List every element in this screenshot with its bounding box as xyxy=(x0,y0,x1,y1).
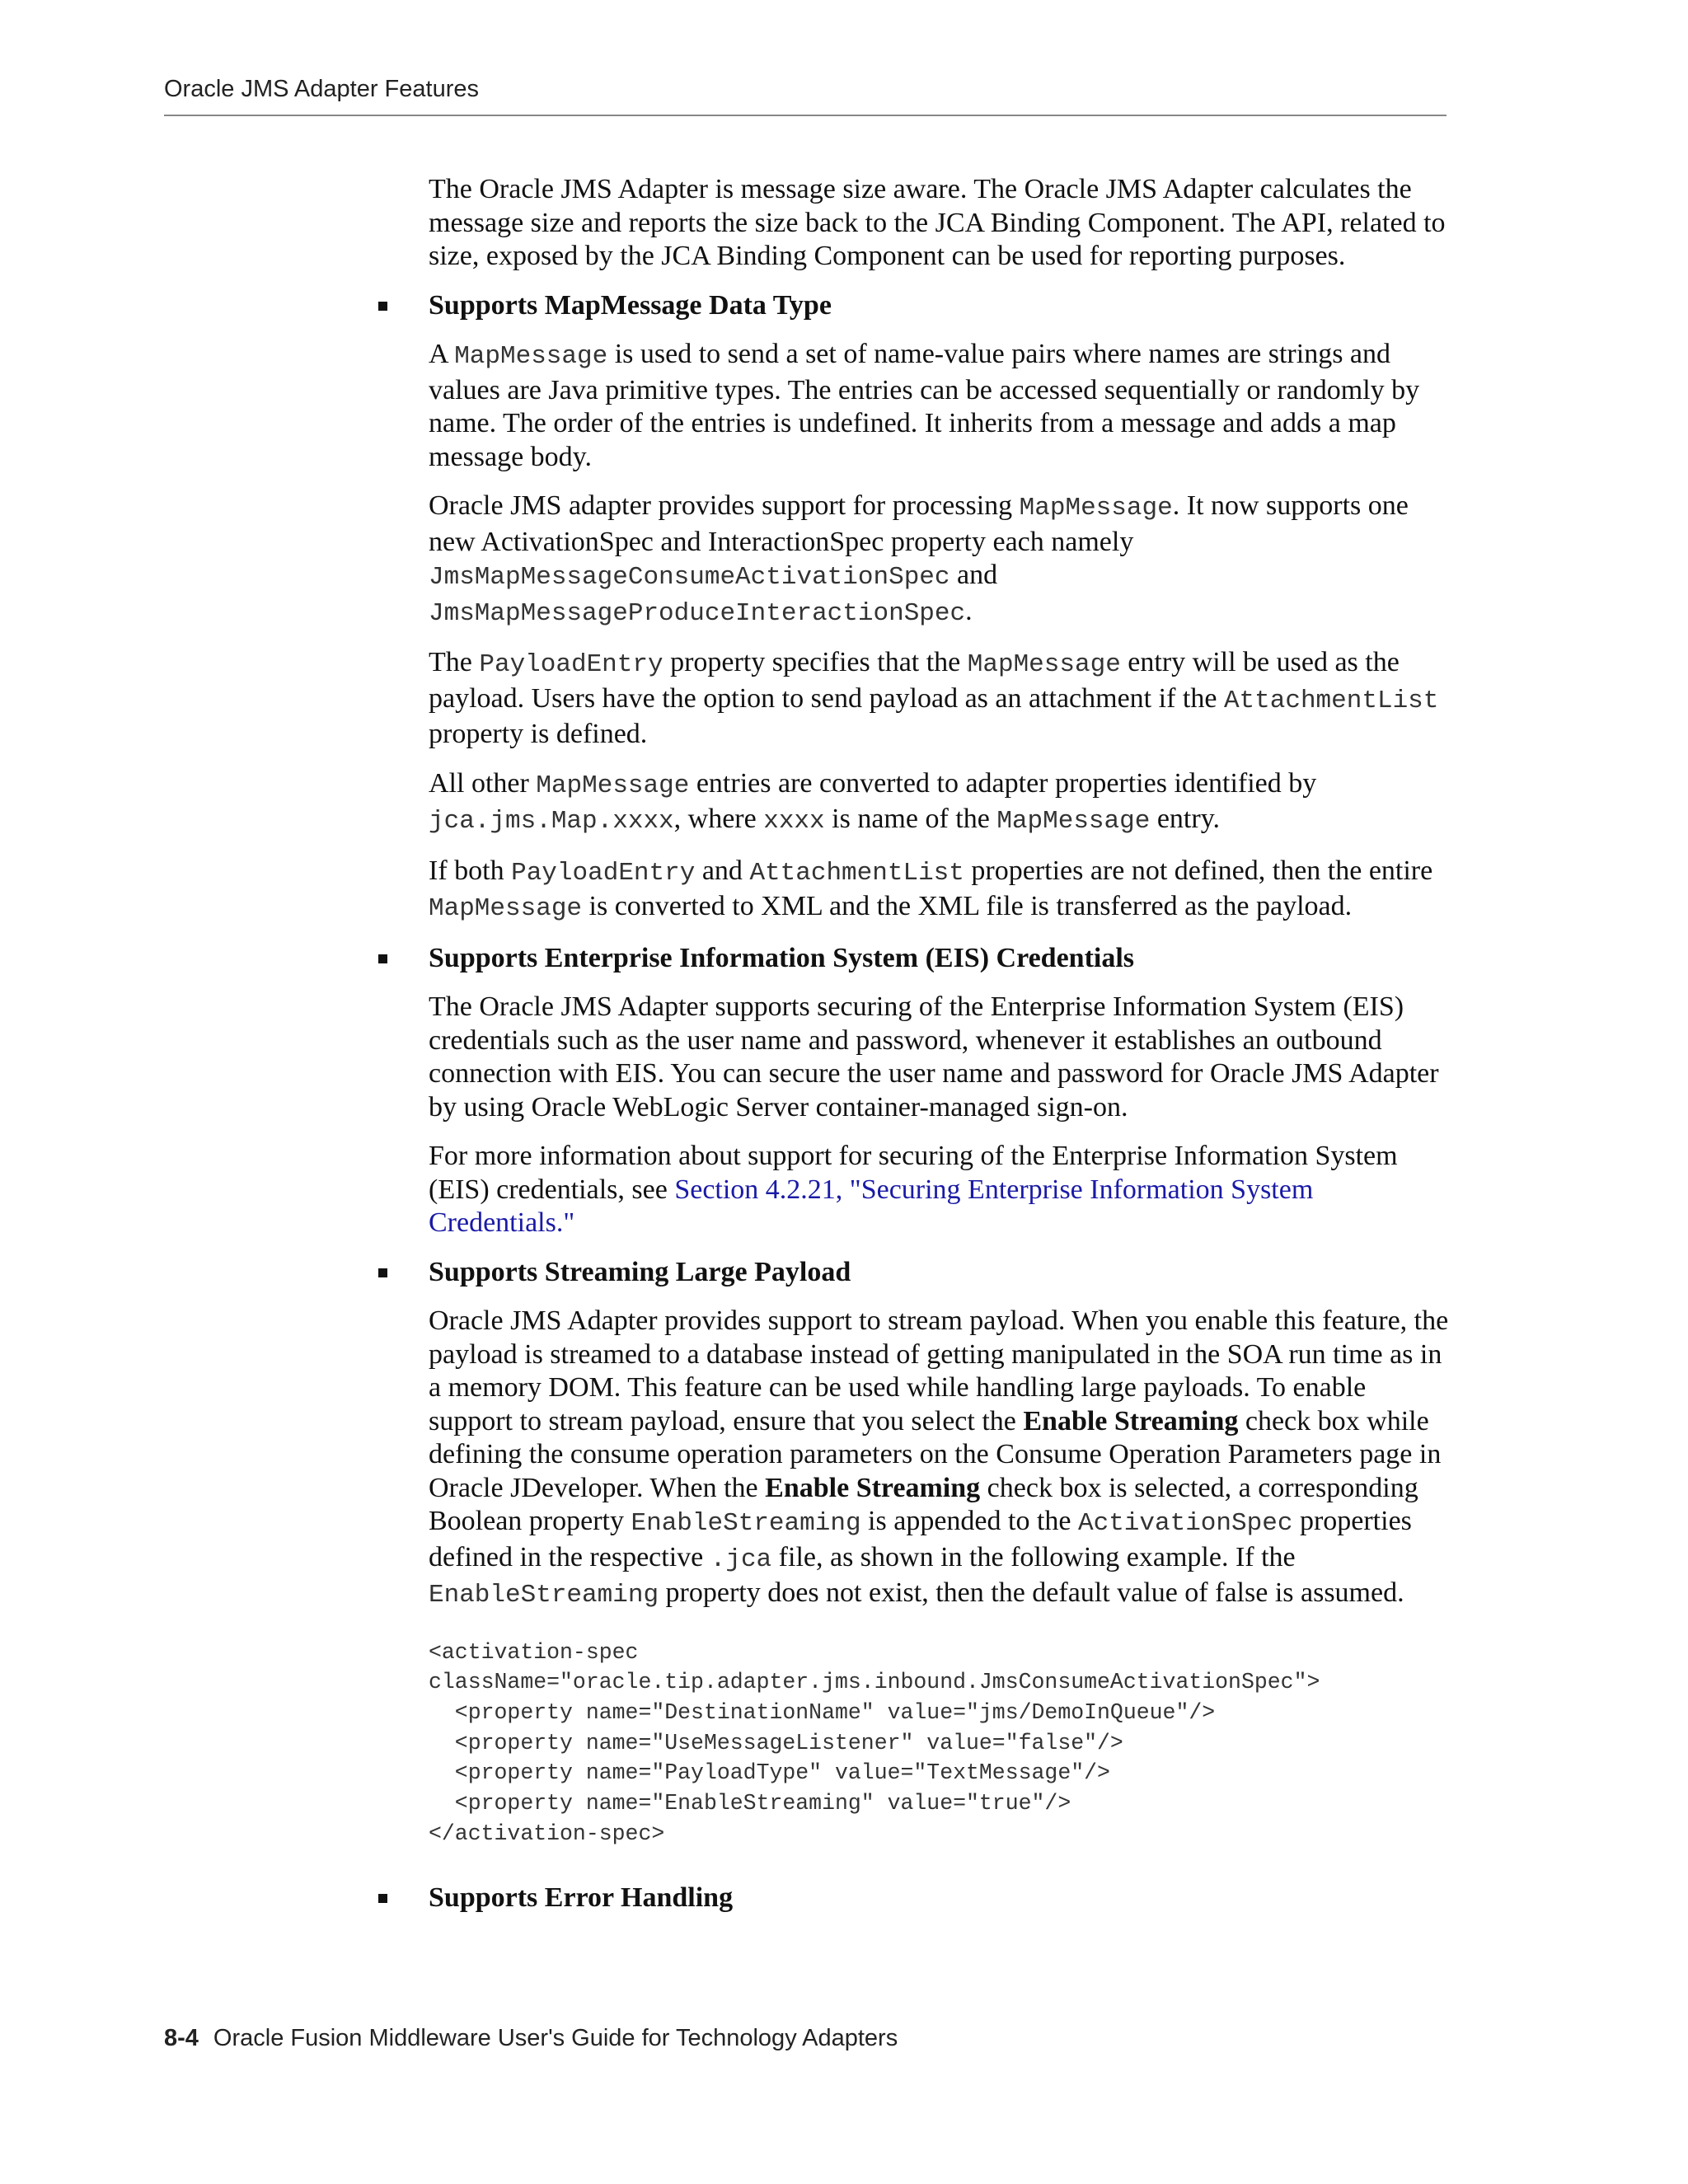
code-term: xxxx xyxy=(763,807,825,836)
mapmessage-paragraph-4 xyxy=(429,767,1451,839)
streaming-paragraph xyxy=(429,1305,1451,1613)
code-line: <property name="EnableStreaming" value="true"/> xyxy=(429,1791,1071,1816)
text-run: check box is selected, a corresponding Boolean property xyxy=(429,1472,1418,1536)
text-run: For more information about support for securing of the Enterprise Information System (EIS) credentials, see xyxy=(429,1141,1398,1205)
text-run: properties are not defined, then the entire xyxy=(964,855,1433,886)
code-example xyxy=(429,1638,1451,1849)
text-run: is appended to the xyxy=(860,1506,1078,1536)
text-run: A xyxy=(429,339,455,369)
text-run: and xyxy=(950,560,998,590)
code-term: AttachmentList xyxy=(1223,686,1439,715)
code-term: MapMessage xyxy=(967,650,1121,679)
text-run: All other xyxy=(429,767,537,799)
text-run: entries are converted to adapter properties identified by xyxy=(689,767,1317,799)
bullet-heading: Supports Error Handling xyxy=(429,1882,734,1914)
text-run: entry will be used as the payload. Users have the option to send payload as an attachment if the xyxy=(429,647,1400,714)
text-run: property is defined. xyxy=(429,719,648,749)
page-number: 8-4 xyxy=(164,2025,199,2051)
page-body xyxy=(429,173,1451,1931)
code-term: MapMessage xyxy=(454,342,608,371)
code-line: <activation-spec xyxy=(429,1639,639,1665)
code-line: <property name="PayloadType" value="TextMessage"/> xyxy=(429,1760,1110,1786)
code-term: MapMessage xyxy=(996,807,1151,836)
text-run: , where xyxy=(673,804,764,834)
page-footer xyxy=(164,2025,898,2052)
text-run: . It now supports one new ActivationSpec and InteractionSpec property each namely xyxy=(429,490,1409,557)
text-run: property does not exist, then the default value of false is assumed. xyxy=(659,1577,1404,1608)
code-term: jca.jms.Map.xxxx xyxy=(429,807,674,836)
mapmessage-paragraph-5 xyxy=(429,855,1451,926)
text-run: properties defined in the respective xyxy=(429,1506,1412,1572)
text-run: is used to send a set of name-value pairs where names are strings and values are Java primitive types. The entries can be accessed sequentially or randomly by name. The order of the entries is undefined. It inherits from a message and adds a map message body. xyxy=(429,339,1420,472)
bullet-heading: Supports MapMessage Data Type xyxy=(429,289,832,321)
bullet-eis-credentials xyxy=(429,942,1451,976)
code-term: MapMessage xyxy=(536,771,690,800)
running-header: Oracle JMS Adapter Features xyxy=(164,76,479,102)
code-term: EnableStreaming xyxy=(429,1581,659,1610)
text-run: Oracle JMS Adapter provides support to stream payload. When you enable this feature, the payload is streamed to a database instead of getting manipulated in the SOA run time as in a memory DOM. This feature can be used while handling large payloads. To enable support to stream payload, ensure that you select the xyxy=(429,1305,1449,1436)
code-term: PayloadEntry xyxy=(511,858,696,888)
bullet-mapmessage xyxy=(429,289,1451,323)
text-run: If both xyxy=(429,855,512,886)
text-run: is name of the xyxy=(824,804,997,834)
bullet-square-icon xyxy=(378,1894,387,1903)
code-term: JmsMapMessageConsumeActivationSpec xyxy=(429,563,950,592)
mapmessage-paragraph-3 xyxy=(429,646,1451,752)
book-title: Oracle Fusion Middleware User's Guide for Technology Adapters xyxy=(213,2025,898,2051)
bullet-square-icon xyxy=(378,1268,387,1277)
text-run: The xyxy=(429,647,480,677)
bullet-heading: Supports Enterprise Information System (EIS) Credentials xyxy=(429,942,1135,973)
eis-paragraph-1: The Oracle JMS Adapter supports securing of the Enterprise Information System (EIS) credentials such as the user name and password, whenever it establishes an outbound connection with EIS. You can secure the user name and password for Oracle JMS Adapter by using Oracle WebLogic Server container-managed sign-on. xyxy=(429,991,1439,1122)
text-run: and xyxy=(695,855,750,886)
text-run: file, as shown in the following example. If the xyxy=(771,1541,1296,1572)
bullet-heading: Supports Streaming Large Payload xyxy=(429,1256,851,1287)
eis-paragraph-2 xyxy=(429,1140,1451,1240)
ui-term: Enable Streaming xyxy=(1023,1405,1239,1436)
bullet-streaming xyxy=(429,1256,1451,1290)
text-run: entry. xyxy=(1150,804,1220,834)
bullet-square-icon xyxy=(378,954,387,963)
text-run: check box while defining the consume operation parameters on the Consume Operation Parameters page in Oracle JDeveloper. When the xyxy=(429,1405,1442,1503)
header-divider xyxy=(164,115,1447,116)
code-term: MapMessage xyxy=(1019,494,1173,523)
text-run: is converted to XML and the XML file is transferred as the payload. xyxy=(582,891,1353,921)
code-term: MapMessage xyxy=(429,894,583,923)
code-line: className="oracle.tip.adapter.jms.inbound.JmsConsumeActivationSpec"> xyxy=(429,1670,1320,1695)
ui-term: Enable Streaming xyxy=(765,1472,981,1503)
code-term: JmsMapMessageProduceInteractionSpec xyxy=(429,598,966,628)
text-run: . xyxy=(965,595,973,626)
text-run: Oracle JMS adapter provides support for processing xyxy=(429,490,1020,521)
code-line: <property name="DestinationName" value="jms/DemoInQueue"/> xyxy=(429,1699,1216,1725)
bullet-error-handling xyxy=(429,1882,1451,1915)
mapmessage-paragraph-1 xyxy=(429,338,1451,474)
mapmessage-paragraph-2 xyxy=(429,490,1451,630)
code-line: </activation-spec> xyxy=(429,1821,665,1846)
code-term: PayloadEntry xyxy=(479,650,663,679)
section-link[interactable]: Section 4.2.21, "Securing Enterprise Information System Credentials." xyxy=(429,1174,1314,1238)
code-term: .jca xyxy=(710,1544,772,1574)
text-run: property specifies that the xyxy=(663,647,968,677)
code-term: ActivationSpec xyxy=(1077,1509,1293,1538)
code-term: AttachmentList xyxy=(749,858,964,888)
intro-paragraph: The Oracle JMS Adapter is message size aware. The Oracle JMS Adapter calculates the message size and reports the size back to the JCA Binding Component. The API, related to size, exposed by the JCA Binding Component can be used for reporting purposes. xyxy=(429,174,1446,271)
code-line: <property name="UseMessageListener" value="false"/> xyxy=(429,1730,1123,1755)
bullet-square-icon xyxy=(378,302,387,311)
code-term: EnableStreaming xyxy=(631,1509,861,1538)
